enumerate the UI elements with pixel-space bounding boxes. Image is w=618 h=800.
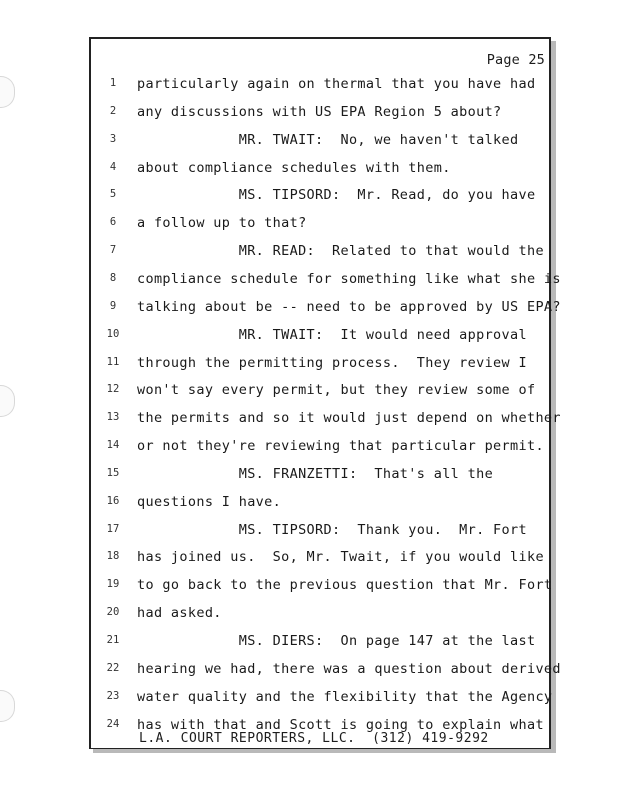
transcript-line: particularly again on thermal that you have had xyxy=(137,76,536,92)
line-number: 7 xyxy=(109,244,117,257)
line-number: 22 xyxy=(106,661,120,674)
transcript-line: questions I have. xyxy=(137,493,282,510)
transcript-line: through the permitting process. They review I xyxy=(137,354,527,371)
line-number: 18 xyxy=(106,550,120,563)
line-number: 1 xyxy=(109,77,117,89)
transcript-line: hearing we had, there was a question about derived xyxy=(137,660,561,677)
line-number: 11 xyxy=(106,355,120,368)
transcript-line: MS. FRANZETTI: That's all the xyxy=(137,465,494,482)
line-number: 24 xyxy=(106,717,120,730)
transcript-line: about compliance schedules with them. xyxy=(137,159,451,176)
line-number: 8 xyxy=(109,271,117,284)
transcript-line: MR. READ: Related to that would the xyxy=(137,243,544,260)
court-reporter-footer: L.A. COURT REPORTERS, LLC. (312) 419-9292 xyxy=(139,731,489,746)
transcript-line: any discussions with US EPA Region 5 about? xyxy=(137,103,502,120)
transcript-line: to go back to the previous question that Mr. Fort xyxy=(137,577,553,594)
line-number: 23 xyxy=(106,689,120,702)
line-number: 14 xyxy=(106,439,120,452)
line-number: 19 xyxy=(106,578,120,591)
transcript-line: talking about be -- need to be approved by US EPA? xyxy=(137,298,561,315)
transcript-line: MS. DIERS: On page 147 at the last xyxy=(137,633,536,649)
transcript-line: MS. TIPSORD: Mr. Read, do you have xyxy=(137,187,536,204)
transcript-line: MR. TWAIT: No, we haven't talked xyxy=(137,131,519,148)
line-number: 3 xyxy=(109,132,117,145)
line-number: 2 xyxy=(109,104,117,117)
transcript-line: has with that and Scott is going to explain what xyxy=(137,716,544,733)
line-number: 20 xyxy=(106,606,120,619)
binder-punch-hole-middle xyxy=(0,385,15,417)
transcript-line: a follow up to that? xyxy=(137,215,307,232)
page-shadow-bottom xyxy=(93,749,556,753)
transcript-line: has joined us. So, Mr. Twait, if you would like xyxy=(137,549,544,566)
line-number: 16 xyxy=(106,494,120,507)
transcript-line: water quality and the flexibility that the Agency xyxy=(137,688,553,705)
transcript-line: compliance schedule for something like what she is xyxy=(137,270,561,287)
binder-punch-hole-top xyxy=(0,76,15,108)
transcript-page xyxy=(89,37,561,749)
line-number: 9 xyxy=(109,299,117,312)
page-shadow-right xyxy=(551,41,556,753)
line-number: 6 xyxy=(109,216,117,229)
line-number: 15 xyxy=(106,466,120,479)
transcript-line: MS. TIPSORD: Thank you. Mr. Fort xyxy=(137,521,527,538)
transcript-line: the permits and so it would just depend on whether xyxy=(137,410,561,427)
transcript-line: MR. TWAIT: It would need approval xyxy=(137,326,527,343)
transcript-line: won't say every permit, but they review some of xyxy=(137,382,536,399)
line-number: 12 xyxy=(106,383,120,396)
transcript-line: had asked. xyxy=(137,605,222,622)
line-number: 5 xyxy=(109,188,117,201)
binder-punch-hole-bottom xyxy=(0,690,15,722)
line-number: 10 xyxy=(106,327,120,340)
line-number: 21 xyxy=(106,634,120,646)
transcript-line: or not they're reviewing that particular permit. xyxy=(137,438,544,455)
page-number: Page 25 xyxy=(486,52,545,68)
line-number: 17 xyxy=(106,522,120,535)
line-number: 4 xyxy=(109,160,117,173)
line-number: 13 xyxy=(106,411,120,424)
